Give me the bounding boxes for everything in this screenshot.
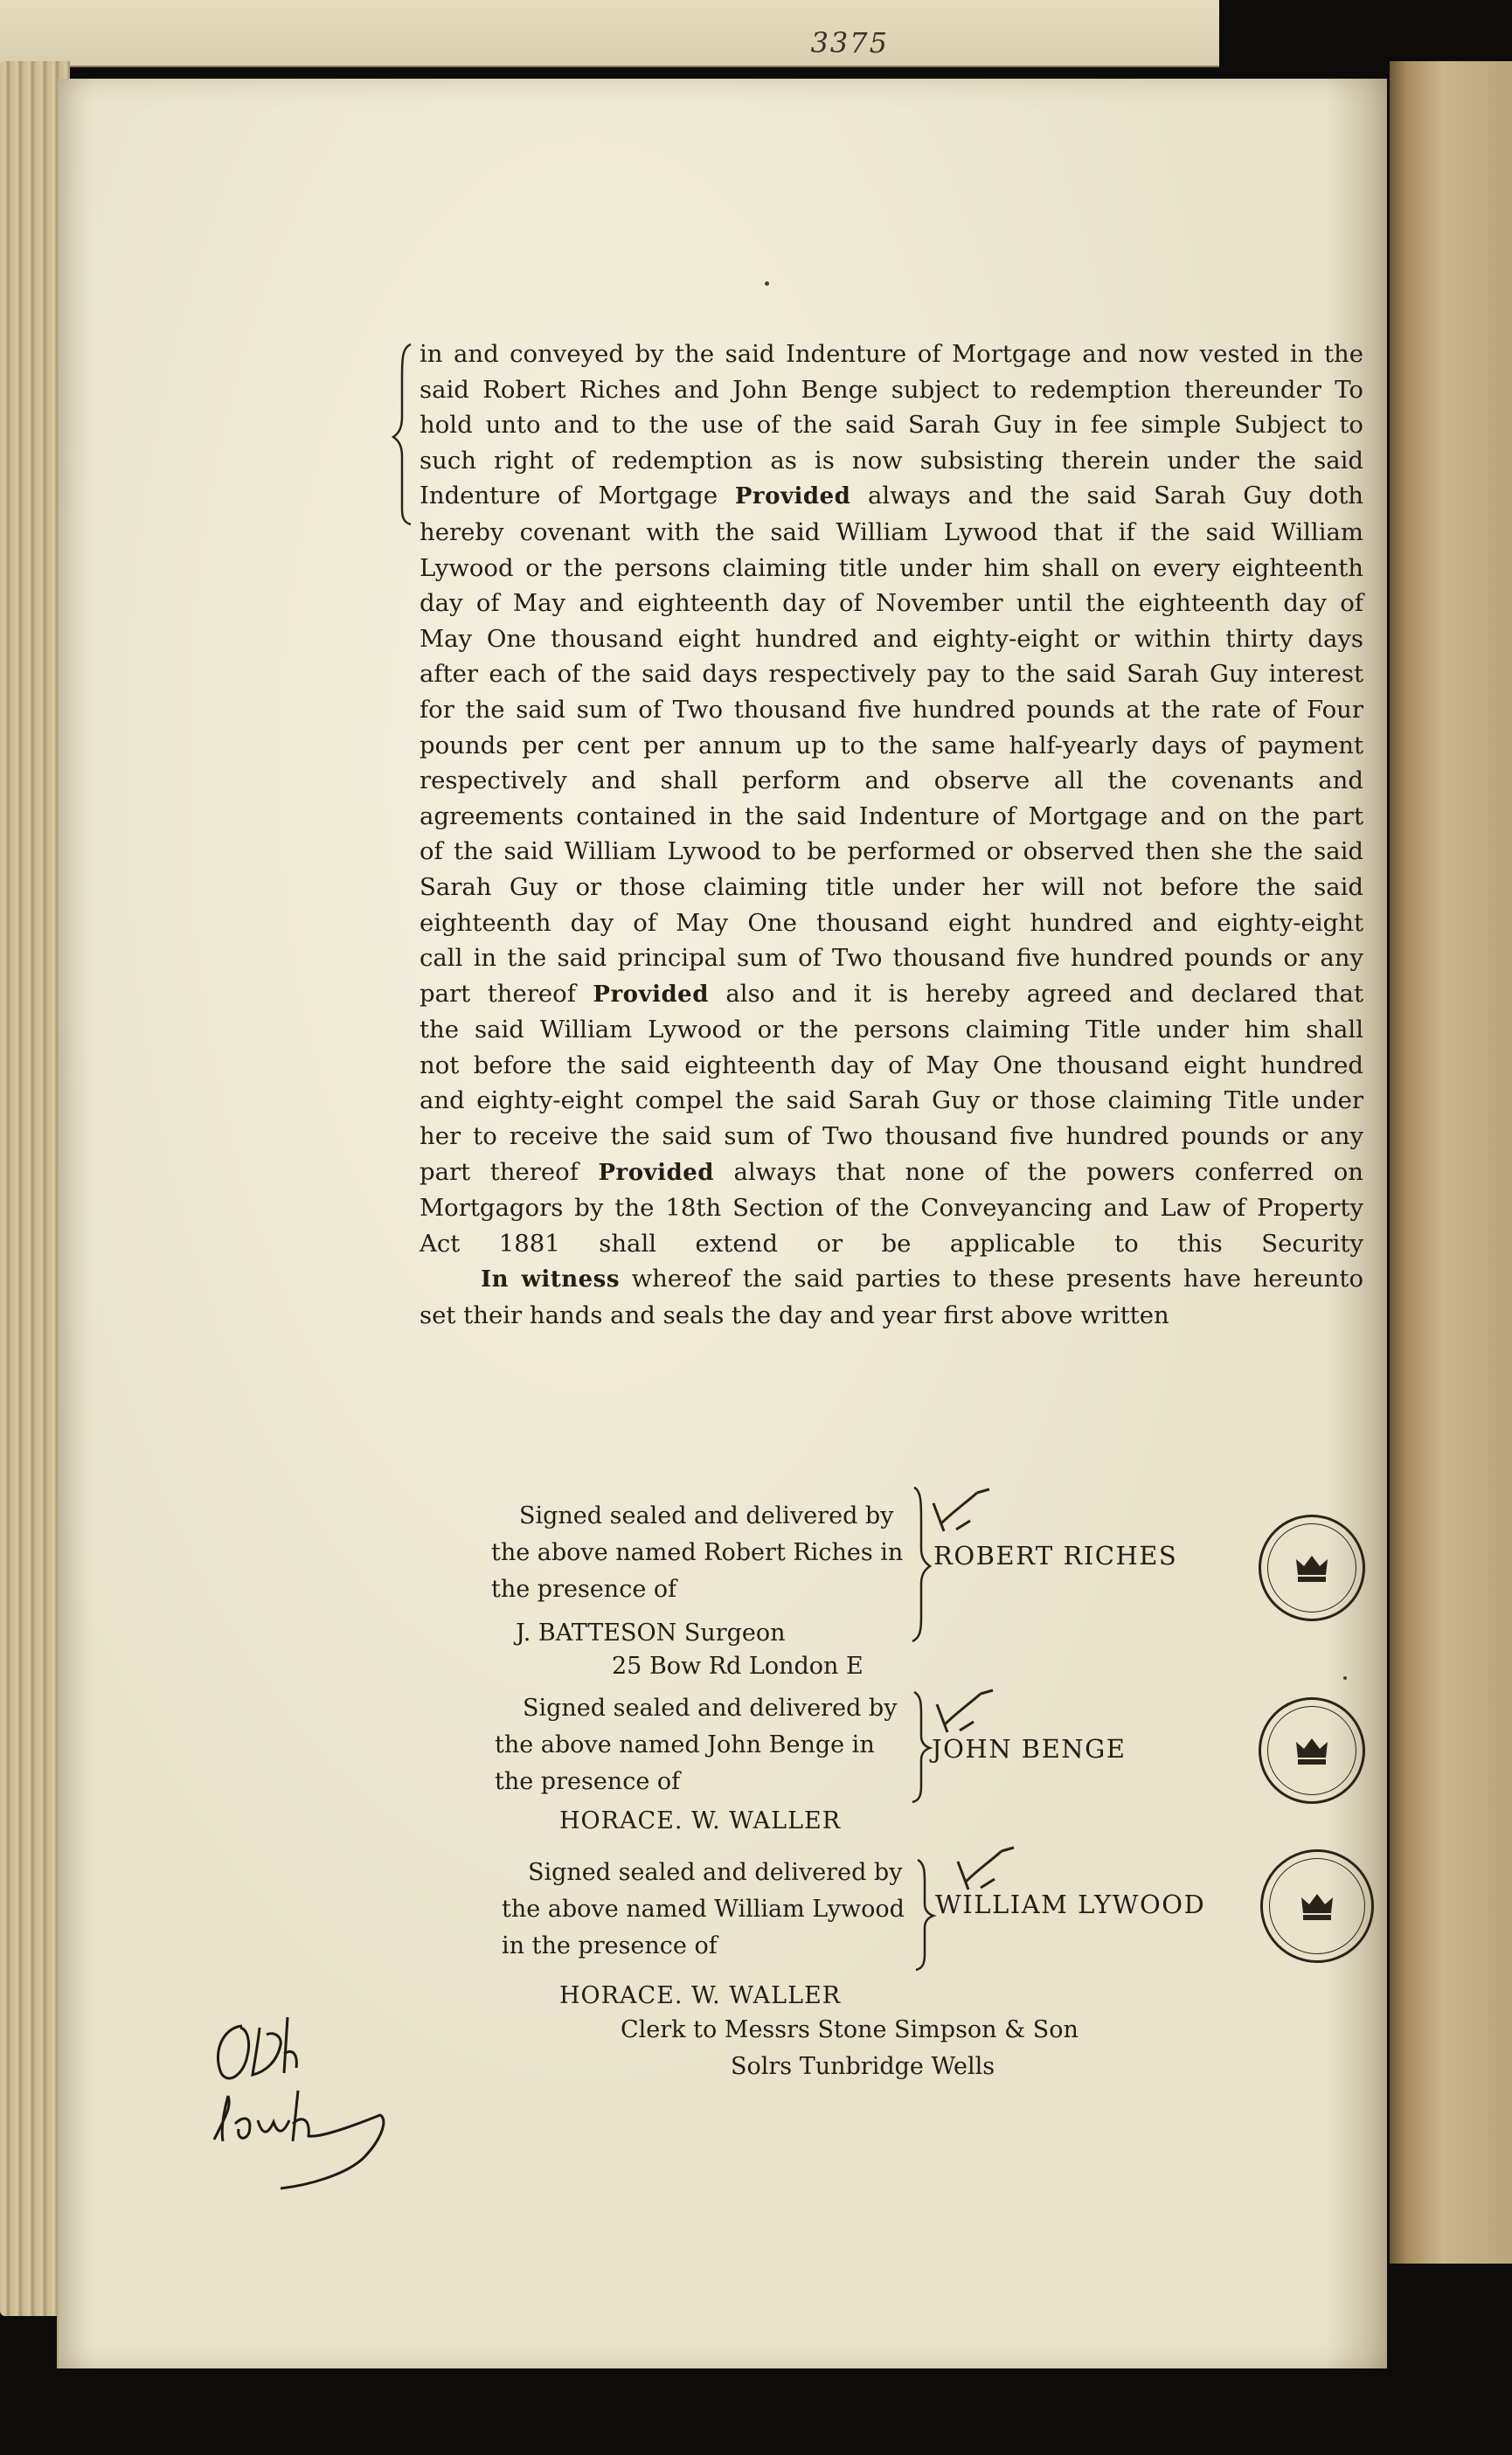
body-line: for the said sum of Two thousand five hundred pounds at the rate of Four [420,695,1363,724]
attestation-robert-riches [491,1498,911,1608]
body-line: respectively and shall perform and observe all the covenants and [420,766,1363,795]
body-line: in and conveyed by the said Indenture of Mortgage and now vested in the [420,340,1363,368]
body-line: call in the said principal sum of Two thousand five hundred pounds or any [420,944,1363,973]
body-line: hold unto and to the use of the said Sarah Guy in fee simple Subject to [420,411,1363,440]
tick-mark [953,1844,1023,1897]
attestation-line: the presence of [491,1576,677,1603]
party-william-lywood: WILLIAM LYWOOD [935,1890,1206,1919]
witness-waller-1: HORACE. W. WALLER [559,1807,842,1834]
body-line: of the said William Lywood to be performed or observed then she the said [420,837,1363,866]
blackletter-keyword: Provided [598,1159,714,1186]
body-line: part thereof Provided also and it is hereby agreed and declared that [420,979,1363,1008]
attestation-line: the above named Robert Riches in [491,1539,904,1566]
clerk-line: Solrs Tunbridge Wells [731,2053,995,2080]
witness-batteson [516,1615,918,1682]
seal-william-lywood [1260,1849,1374,1963]
witness-line: J. BATTESON Surgeon [516,1619,786,1647]
blackletter-keyword: Provided [734,483,851,510]
paper-speck [1343,1676,1347,1680]
body-line: Mortgagors by the 18th Section of the Conveyancing and Law of Property [420,1194,1363,1223]
body-line: May One thousand eight hundred and eighty-eight or within thirty days [420,624,1363,653]
facing-page-edge [1390,61,1512,2264]
blackletter-keyword: In witness [481,1266,620,1293]
body-line: after each of the said days respectively pay to the said Sarah Guy interest [420,660,1363,689]
body-line: agreements contained in the said Indenture of Mortgage and on the part [420,801,1363,830]
attestation-line: the presence of [495,1768,681,1795]
party-john-benge: JOHN BENGE [932,1734,1127,1764]
party-robert-riches: ROBERT RICHES [933,1541,1178,1571]
body-line: the said William Lywood or the persons claiming Title under him shall [420,1016,1363,1044]
blackletter-keyword: Provided [593,981,709,1008]
clerk-line: Clerk to Messrs Stone Simpson & Son [621,2016,1079,2043]
body-line: such right of redemption as is now subsisting therein under the said [420,446,1363,475]
attestation-line: Signed sealed and delivered by [528,1859,903,1886]
body-line: not before the said eighteenth day of May One thousand eight hundred [420,1051,1363,1079]
attestation-line: Signed sealed and delivered by [519,1502,894,1529]
body-line: Lywood or the persons claiming title under him shall on every eighteenth [420,553,1363,582]
attestation-john-benge [495,1690,914,1800]
deed-body-text [420,336,1363,1334]
attestation-william-lywood [502,1855,921,1965]
tick-mark [932,1687,1002,1739]
witness-line: 25 Bow Rd London E [612,1653,864,1680]
seal-john-benge [1259,1697,1365,1804]
crown-icon [1300,1890,1335,1922]
body-line: part thereof Provided always that none of the powers conferred on [420,1157,1363,1186]
tick-mark [928,1486,998,1538]
body-line: said Robert Riches and John Benge subject to redemption thereunder To [420,375,1363,404]
attestation-line: the above named William Lywood [502,1896,905,1923]
body-line: Act 1881 shall extend or be applicable to this Security [420,1229,1363,1258]
body-line: day of May and eighteenth day of November until the eighteenth day of [420,589,1363,618]
body-line: and eighty-eight compel the said Sarah Guy or those claiming Title under [420,1086,1363,1115]
top-page-strip [0,0,1219,67]
body-line: Sarah Guy or those claiming title under her will not before the said [420,872,1363,901]
attestation-line: Signed sealed and delivered by [523,1695,898,1722]
marginal-initials-signature [197,2010,398,2194]
seal-robert-riches [1259,1515,1365,1621]
margin-bracket [392,343,418,526]
body-line: her to receive the said sum of Two thousand five hundred pounds or any [420,1122,1363,1151]
crown-icon [1294,1735,1329,1766]
body-line: In witness whereof the said parties to these presents have hereunto [481,1265,1364,1293]
clerk-details [621,2012,1079,2085]
body-line: set their hands and seals the day and year first above written [420,1301,1169,1330]
paper-speck [765,281,769,286]
attestation-line: the above named John Benge in [495,1731,875,1758]
crown-icon [1294,1552,1329,1584]
attestation-line: in the presence of [502,1932,718,1959]
body-line: pounds per cent per annum up to the same half-yearly days of payment [420,731,1363,759]
folio-number: 3375 [810,26,889,59]
witness-waller-2: HORACE. W. WALLER [559,1982,842,2009]
body-line: Indenture of Mortgage Provided always and the said Sarah Guy doth [420,482,1364,510]
body-line: hereby covenant with the said William Lywood that if the said William [420,517,1363,546]
body-line: eighteenth day of May One thousand eight hundred and eighty-eight [420,908,1363,937]
